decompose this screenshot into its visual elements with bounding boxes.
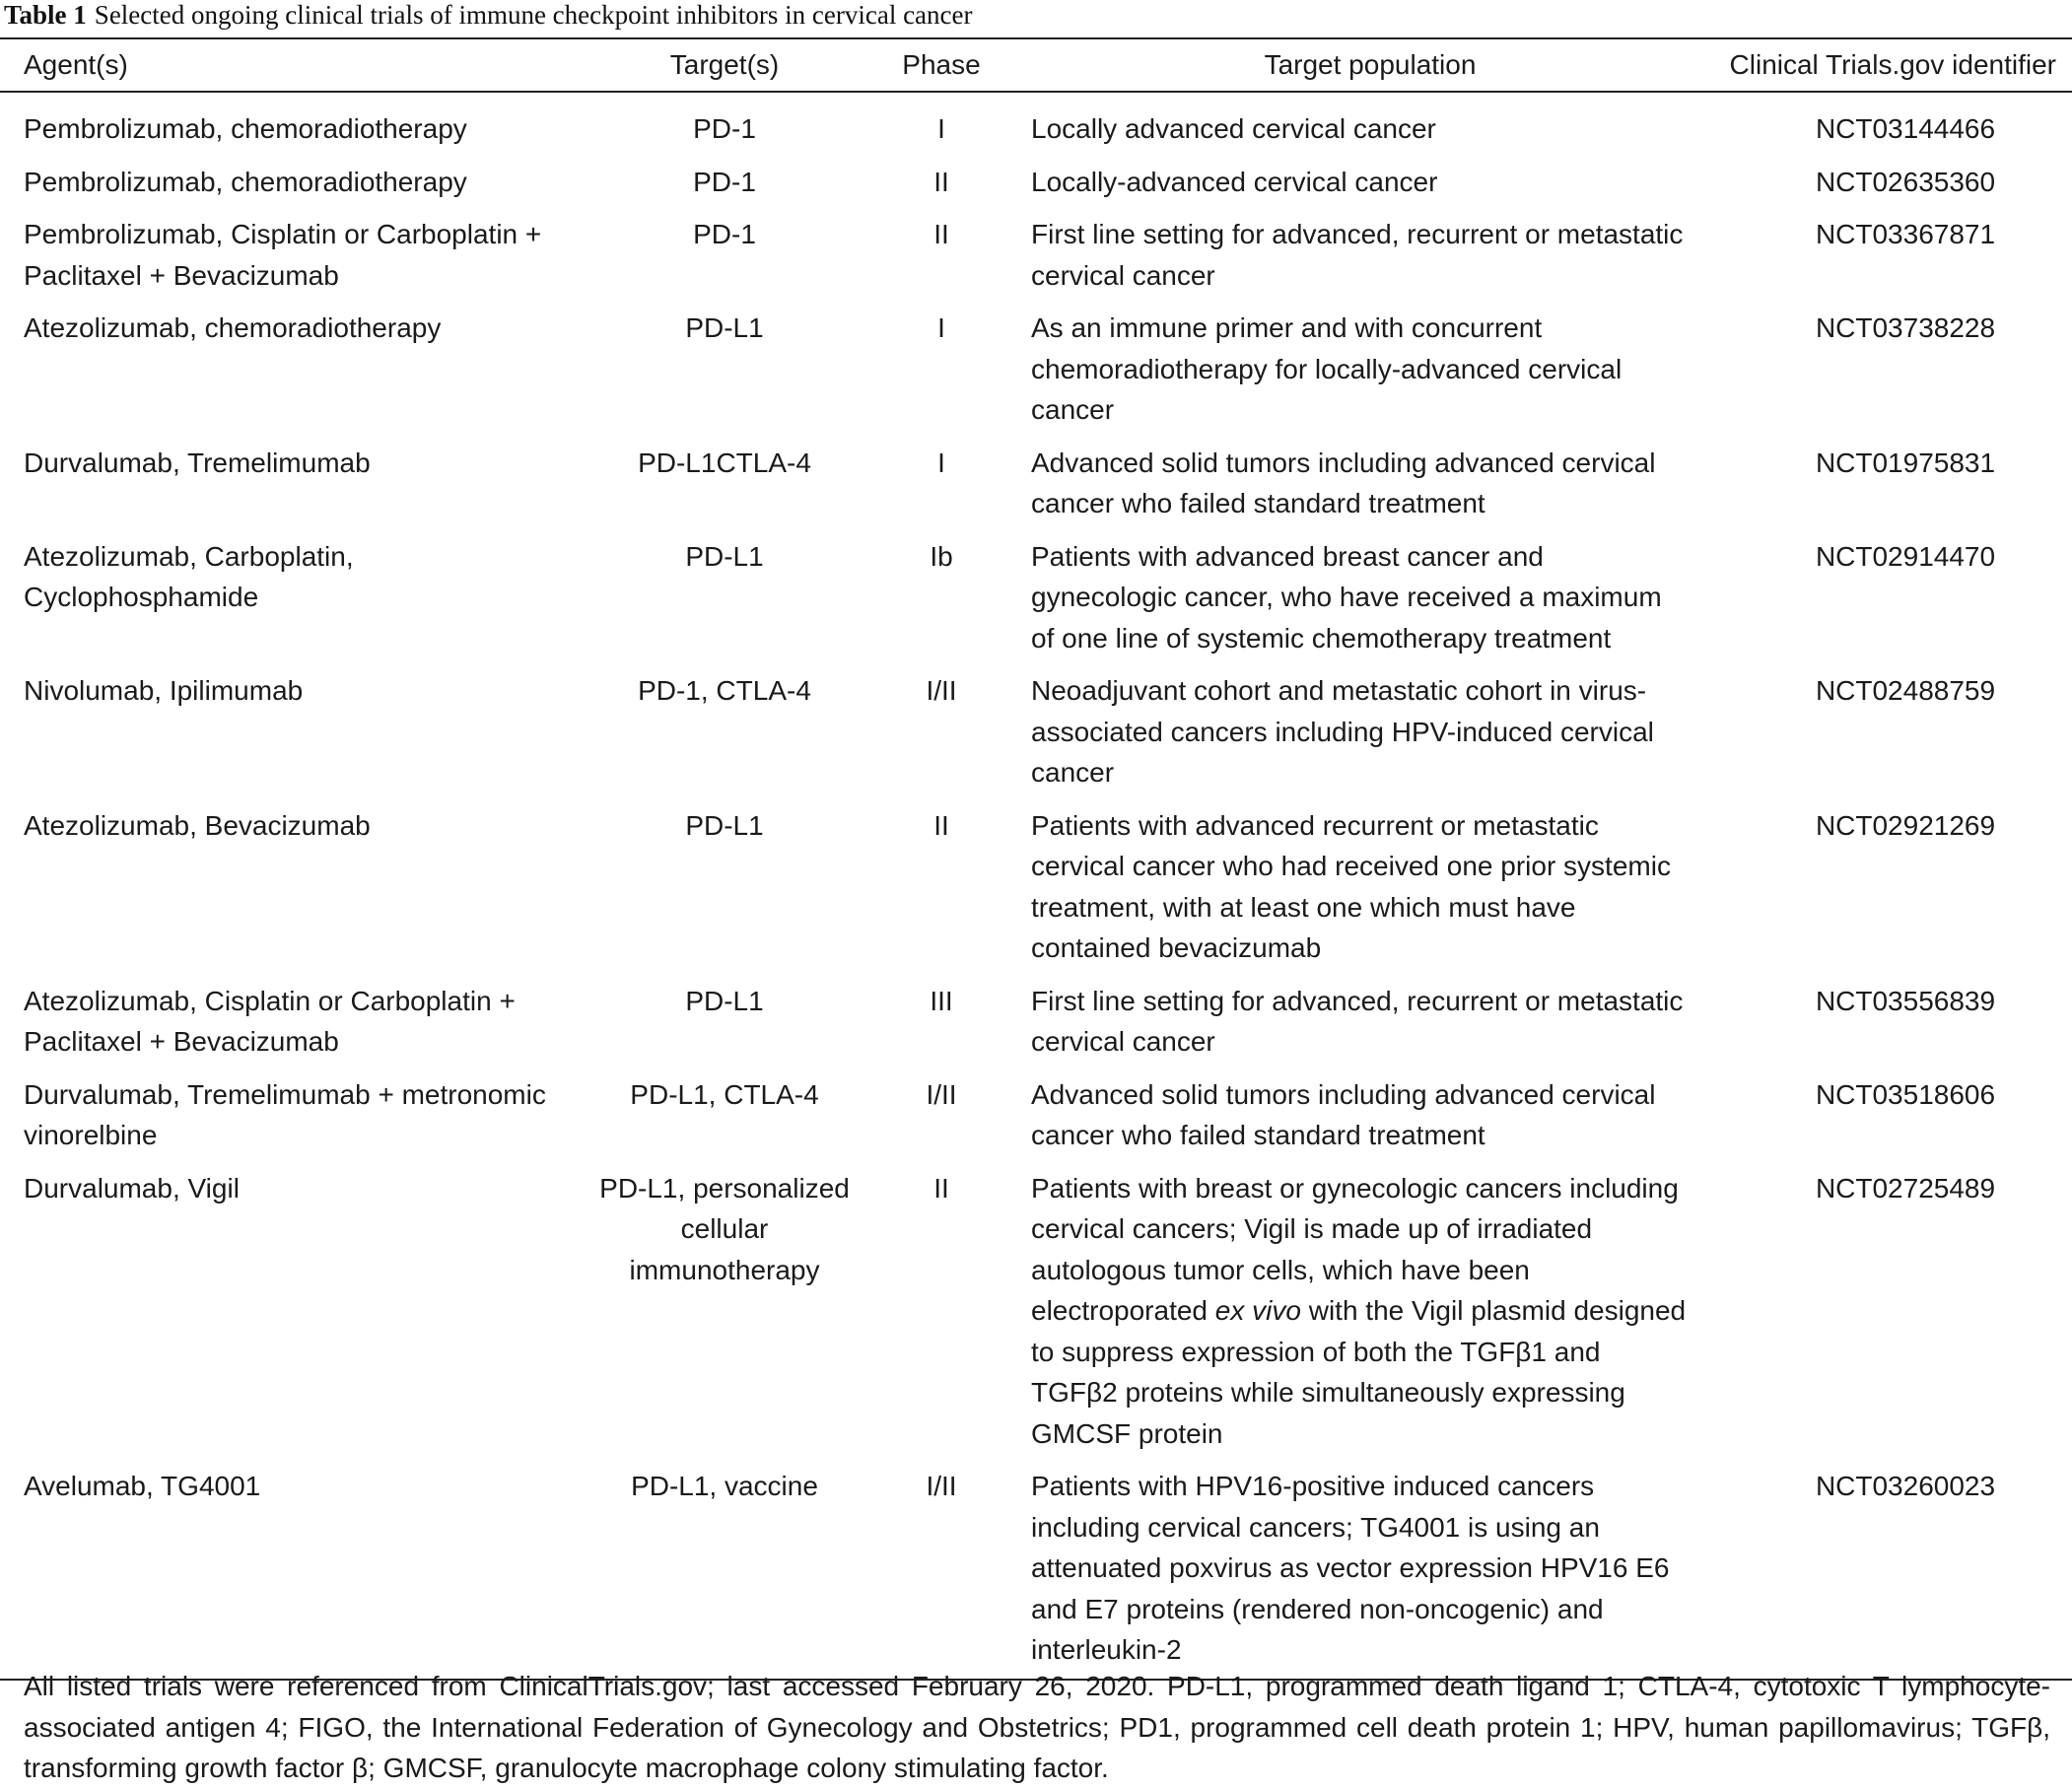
table-row <box>0 162 2072 215</box>
header-targets: Target(s) <box>591 38 858 92</box>
cell-identifier: NCT02488759 <box>1815 675 1996 706</box>
clinical-trials-table <box>0 37 2072 1681</box>
cell-identifier: NCT02635360 <box>1815 166 1996 197</box>
cell-phase: II <box>933 1172 949 1204</box>
table-row <box>0 805 2072 981</box>
cell-identifier: NCT03518606 <box>1815 1078 1996 1110</box>
population-text-italic: ex vivo <box>1214 1295 1301 1326</box>
table-row <box>0 1074 2072 1168</box>
population-text-start: Patients with breast or gynecologic cancers including cervical cancers; Vigil is made up of irradiated autologous tumor cells, which have been electroporated <box>1031 1172 1679 1326</box>
cell-target-population <box>1025 1168 1715 1467</box>
cell-identifier: NCT03367871 <box>1815 219 1996 249</box>
cell-target-population: Locally advanced cervical cancer <box>1031 113 1436 144</box>
cell-target-population: Locally-advanced cervical cancer <box>1031 166 1438 197</box>
cell-target-population: First line setting for advanced, recurrent or metastatic cervical cancer <box>1031 219 1684 291</box>
cell-target-population: Advanced solid tumors including advanced cervical cancer who failed standard treatment <box>1031 1078 1656 1150</box>
cell-agents: Pembrolizumab, chemoradiotherapy <box>24 166 467 197</box>
table-caption-text: Selected ongoing clinical trials of immune checkpoint inhibitors in cervical cancer <box>94 0 973 30</box>
header-identifier: Clinical Trials.gov identifier <box>1715 38 2072 92</box>
table-footnote: All listed trials were referenced from ClinicalTrials.gov; last accessed February 26, 2020. PD-L1, programmed death ligand 1; CTLA-4, cytotoxic T lymphocyte-associated antigen 4; FIGO, the International Federation of Gynecology and Obstetrics; PD1, programmed cell death protein 1; HPV, human papillomavirus; TGFβ, transforming growth factor β; GMCSF, granulocyte macrophage colony stimulating factor. <box>24 1671 2050 1783</box>
cell-targets: PD-L1 <box>685 312 764 343</box>
cell-targets: PD-L1, CTLA-4 <box>630 1078 819 1110</box>
table-row <box>0 308 2072 443</box>
cell-target-population: First line setting for advanced, recurrent or metastatic cervical cancer <box>1031 985 1684 1057</box>
header-target-population: Target population <box>1025 38 1715 92</box>
cell-identifier: NCT01975831 <box>1815 447 1996 478</box>
cell-targets: PD-L1, personalized cellular immunotherapy <box>599 1172 850 1285</box>
cell-targets: PD-1 <box>693 219 756 249</box>
cell-agents: Durvalumab, Tremelimumab + metronomic vinorelbine <box>24 1078 546 1150</box>
cell-target-population: Neoadjuvant cohort and metastatic cohort in virus-associated cancers including HPV-induced cervical cancer <box>1031 675 1654 788</box>
cell-phase: II <box>933 219 949 249</box>
cell-identifier: NCT03556839 <box>1815 985 1996 1016</box>
cell-targets: PD-L1 <box>685 809 764 841</box>
cell-target-population: Patients with HPV16-positive induced cancers including cervical cancers; TG4001 is using an attenuated poxvirus as vector expression HPV16 E6 and E7 proteins (rendered non-oncogenic) and interleukin-2 <box>1025 1466 1715 1680</box>
cell-agents: Durvalumab, Tremelimumab <box>24 447 371 478</box>
cell-agents: Avelumab, TG4001 <box>0 1466 591 1680</box>
table-caption-label: Table 1 <box>4 0 87 30</box>
header-phase: Phase <box>858 38 1025 92</box>
cell-targets: PD-1, CTLA-4 <box>638 675 811 706</box>
cell-target-population: Patients with advanced recurrent or metastatic cervical cancer who had received one prior systemic treatment, with at least one which must have contained bevacizumab <box>1031 809 1671 963</box>
table-caption <box>4 0 973 35</box>
cell-identifier: NCT03260023 <box>1715 1466 2072 1680</box>
cell-phase: I <box>937 447 945 478</box>
cell-targets: PD-L1, vaccine <box>591 1466 858 1680</box>
cell-phase: III <box>930 985 953 1016</box>
cell-identifier: NCT02921269 <box>1815 809 1996 841</box>
cell-identifier: NCT03144466 <box>1815 113 1996 144</box>
cell-agents: Pembrolizumab, chemoradiotherapy <box>24 113 467 144</box>
cell-phase: Ib <box>930 540 953 572</box>
cell-targets: PD-1 <box>693 166 756 197</box>
cell-targets: PD-L1 <box>685 540 764 572</box>
cell-agents: Atezolizumab, Cisplatin or Carboplatin + Paclitaxel + Bevacizumab <box>24 985 516 1057</box>
cell-agents: Atezolizumab, chemoradiotherapy <box>24 312 442 343</box>
cell-agents: Atezolizumab, Carboplatin, Cyclophosphamide <box>24 540 354 612</box>
cell-target-population: As an immune primer and with concurrent chemoradiotherapy for locally-advanced cervical cancer <box>1031 312 1623 425</box>
table-row <box>0 981 2072 1074</box>
cell-phase: II <box>933 809 949 841</box>
cell-phase: I/II <box>926 1078 957 1110</box>
cell-phase: I/II <box>926 675 957 706</box>
cell-phase: I/II <box>858 1466 1025 1680</box>
cell-targets: PD-1 <box>693 113 756 144</box>
cell-agents: Atezolizumab, Bevacizumab <box>24 809 371 841</box>
population-text-end: with the Vigil plasmid designed to suppress expression of both the TGFβ1 and TGFβ2 proteins while simultaneously expressing GMCSF protein <box>1031 1295 1687 1449</box>
table-row <box>0 443 2072 536</box>
table-row <box>0 214 2072 308</box>
cell-agents: Durvalumab, Vigil <box>24 1172 240 1204</box>
cell-targets: PD-L1 <box>685 985 764 1016</box>
table-row <box>0 670 2072 805</box>
cell-phase: I <box>937 312 945 343</box>
header-agents: Agent(s) <box>0 38 591 92</box>
cell-phase: I <box>937 113 945 144</box>
table-header <box>0 38 2072 92</box>
table-row <box>0 536 2072 671</box>
cell-identifier: NCT02914470 <box>1815 540 1996 572</box>
cell-identifier: NCT03738228 <box>1815 312 1996 343</box>
table-row <box>0 1168 2072 1467</box>
table-row <box>0 1466 2072 1680</box>
cell-agents: Pembrolizumab, Cisplatin or Carboplatin + Paclitaxel + Bevacizumab <box>24 219 542 291</box>
cell-target-population: Patients with advanced breast cancer and gynecologic cancer, who have received a maximum of one line of systemic chemotherapy treatment <box>1031 540 1662 654</box>
cell-targets: PD-L1CTLA-4 <box>638 447 811 478</box>
table-row <box>0 92 2072 162</box>
cell-target-population: Advanced solid tumors including advanced cervical cancer who failed standard treatment <box>1031 447 1656 518</box>
cell-identifier: NCT02725489 <box>1815 1172 1996 1204</box>
cell-phase: II <box>933 166 949 197</box>
header-row <box>0 38 2072 92</box>
cell-agents: Nivolumab, Ipilimumab <box>24 675 304 706</box>
table-body <box>0 92 2072 1680</box>
